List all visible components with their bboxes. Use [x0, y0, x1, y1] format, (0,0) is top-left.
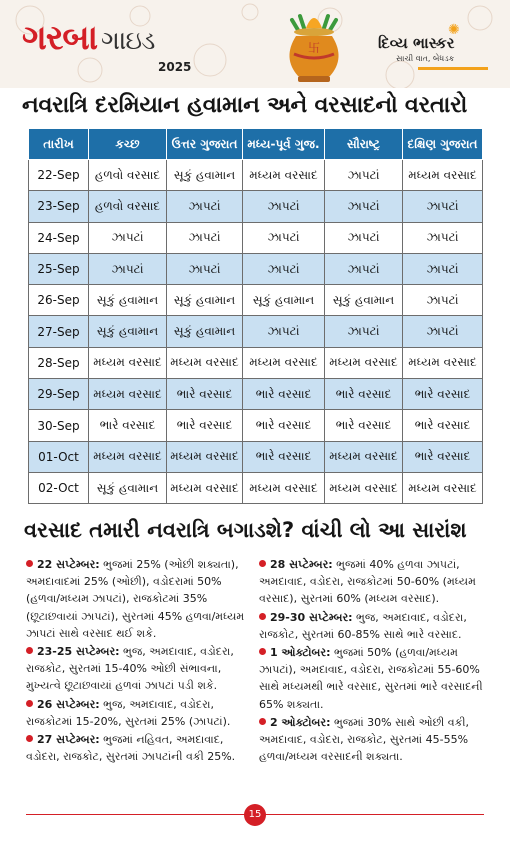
table-cell: ભારે વરસાદ	[403, 410, 483, 441]
table-cell: ઝાપટાં	[167, 253, 243, 284]
logo-suffix: ગાઇડ	[101, 26, 155, 56]
summary-item	[26, 731, 251, 765]
summary-item-text: ભુજ, અમદાવાદ, વડોદરા, રાજકોટમાં 15-20%, સુરતમાં 25% (ઝાપટાં).	[26, 697, 231, 728]
table-cell: સૂકું હવામાન	[89, 472, 167, 503]
table-cell: ભારે વરસાદ	[243, 441, 325, 472]
summary-item-date: 26 સપ્ટેમ્બર:	[37, 697, 100, 711]
table-cell: ભારે વરસાદ	[325, 379, 403, 410]
summary-item-date: 1 ઓક્ટોબર:	[270, 646, 331, 660]
header-central-gujarat: મધ્ય-પૂર્વ ગુજ.	[243, 129, 325, 160]
table-cell: મધ્યમ વરસાદ	[325, 347, 403, 378]
table-cell: ઝાપટાં	[403, 316, 483, 347]
paper-tagline: સાચી વાત, બેધડક	[396, 54, 455, 63]
table-cell: ભારે વરસાદ	[167, 379, 243, 410]
table-row	[29, 222, 483, 253]
table-row	[29, 191, 483, 222]
table-cell: મધ્યમ વરસાદ	[243, 472, 325, 503]
table-cell: ઝાપટાં	[403, 191, 483, 222]
table-cell-date: 27-Sep	[29, 316, 89, 347]
bullet-icon	[259, 718, 266, 725]
table-cell: ઝાપટાં	[243, 222, 325, 253]
summary-item	[259, 644, 487, 713]
table-row	[29, 472, 483, 503]
summary-item-text: ભુજમાં 40% હળવા ઝાપટાં, અમદાવાદ, વડોદરા, રાજકોટમાં 50-60% (મધ્યમ વરસાદ), સુરતમાં 60% (મધ્યમ વરસાદ).	[259, 558, 476, 606]
table-cell: ઝાપટાં	[243, 191, 325, 222]
table-cell: ભારે વરસાદ	[89, 410, 167, 441]
table-cell: મધ્યમ વરસાદ	[89, 347, 167, 378]
table-cell: ભારે વરસાદ	[403, 441, 483, 472]
table-cell-date: 26-Sep	[29, 285, 89, 316]
table-cell-date: 22-Sep	[29, 160, 89, 191]
table-cell: મધ્યમ વરસાદ	[167, 347, 243, 378]
table-row	[29, 285, 483, 316]
table-cell: સૂકું હવામાન	[325, 285, 403, 316]
summary-item-text: ભુજ, અમદાવાદ, વડોદરા, રાજકોટ, સુરતમાં 15-40% ઓછી સંભાવના, મુખ્યત્વે છૂટાછવાયાં હળવાં ઝાપટાં પડી શકે.	[26, 645, 234, 693]
table-cell: ઝાપટાં	[167, 222, 243, 253]
paper-name: દિવ્ય ભાસ્કર	[378, 34, 455, 52]
table-cell: ઝાપટાં	[403, 222, 483, 253]
summary-item-text: ભુજમાં નહિવત, અમદાવાદ, વડોદરા, રાજકોટ, સુરતમાં ઝાપટાંની વકી 25%.	[26, 733, 236, 764]
table-cell-date: 01-Oct	[29, 441, 89, 472]
summary-item	[259, 556, 487, 608]
bullet-icon	[26, 647, 33, 654]
header-saurashtra: સૌરાષ્ટ્ર	[325, 129, 403, 160]
summary-item-text: ભુજમાં 25% (ઓછી શક્યતા), અમદાવાદમાં 25% (ઓછી), વડોદરામાં 50% (હળવા/મધ્યમ ઝાપટાં), રાજકોટમાં 35% (છૂટાછવાયાં ઝાપટાં), સુરતમાં 45% હળવા/મધ્યમ ઝાપટાં સાથે વરસાદ થઈ શકે.	[26, 558, 245, 640]
table-cell: ઝાપટાં	[89, 222, 167, 253]
page-header	[0, 0, 510, 88]
bullet-icon	[26, 735, 33, 742]
table-cell: ઝાપટાં	[325, 253, 403, 284]
table-cell: મધ્યમ વરસાદ	[243, 160, 325, 191]
logo-year: 2025	[158, 60, 192, 74]
table-cell: ભારે વરસાદ	[243, 379, 325, 410]
table-cell: ઝાપટાં	[325, 222, 403, 253]
header-kutch: કચ્છ	[89, 129, 167, 160]
summary-item-date: 2 ઓક્ટોબર:	[270, 715, 331, 729]
table-row	[29, 441, 483, 472]
table-row	[29, 316, 483, 347]
logo-underline	[418, 67, 488, 70]
table-cell-date: 25-Sep	[29, 253, 89, 284]
table-cell: ઝાપટાં	[403, 285, 483, 316]
table-cell: ઝાપટાં	[325, 316, 403, 347]
summary-item	[259, 609, 487, 643]
summary-item	[26, 696, 251, 730]
kalash-icon	[268, 6, 360, 86]
table-cell: ભારે વરસાદ	[243, 410, 325, 441]
table-cell-date: 28-Sep	[29, 347, 89, 378]
table-cell: ઝાપટાં	[325, 160, 403, 191]
table-cell: સૂકું હવામાન	[167, 160, 243, 191]
table-cell: સૂકું હવામાન	[89, 316, 167, 347]
bullet-icon	[259, 648, 266, 655]
table-header-row	[29, 129, 483, 160]
garba-guide-logo	[22, 18, 154, 58]
table-cell: ઝાપટાં	[89, 253, 167, 284]
summary-column-left	[26, 556, 251, 766]
table-cell: સૂકું હવામાન	[167, 316, 243, 347]
header-north-gujarat: ઉત્તર ગુજરાત	[167, 129, 243, 160]
summary-item	[26, 643, 251, 695]
table-cell: ઝાપટાં	[243, 253, 325, 284]
summary-item-date: 22 સપ્ટેમ્બર:	[37, 558, 100, 571]
table-cell: ઝાપટાં	[403, 253, 483, 284]
summary-column-right	[259, 556, 487, 766]
table-cell: ઝાપટાં	[243, 316, 325, 347]
table-cell: ભારે વરસાદ	[167, 410, 243, 441]
page-title: નવરાત્રિ દરમિયાન હવામાન અને વરસાદનો વરતારો	[22, 92, 468, 118]
table-cell: મધ્યમ વરસાદ	[325, 472, 403, 503]
table-cell: મધ્યમ વરસાદ	[167, 472, 243, 503]
table-cell: મધ્યમ વરસાદ	[403, 160, 483, 191]
summary-item-text: ભુજમાં 30% સાથે ઓછી વકી, અમદાવાદ, વડોદરા, રાજકોટ, સુરતમાં 45-55% હળવા/મધ્યમ વરસાદની શક્યતા.	[259, 715, 470, 764]
summary-item-text: ભુજ, અમદાવાદ, વડોદરા, રાજકોટ, સુરતમાં 60-85% સાથે ભારે વરસાદ.	[259, 610, 467, 641]
table-cell: સૂકું હવામાન	[89, 285, 167, 316]
summary-item-date: 29-30 સપ્ટેમ્બર:	[270, 610, 353, 624]
table-cell-date: 29-Sep	[29, 379, 89, 410]
table-cell: મધ્યમ વરસાદ	[89, 379, 167, 410]
table-row	[29, 253, 483, 284]
table-cell-date: 23-Sep	[29, 191, 89, 222]
bullet-icon	[26, 560, 33, 567]
logo-text: ગરબા	[22, 18, 98, 58]
newspaper-logo	[378, 34, 498, 70]
table-cell: મધ્યમ વરસાદ	[89, 441, 167, 472]
table-cell: મધ્યમ વરસાદ	[167, 441, 243, 472]
summary-item	[26, 556, 251, 642]
table-cell: મધ્યમ વરસાદ	[403, 347, 483, 378]
summary-item-date: 27 સપ્ટેમ્બર:	[37, 733, 100, 747]
table-cell: ભારે વરસાદ	[403, 379, 483, 410]
weather-forecast-table	[28, 128, 483, 504]
page-number: 15	[244, 804, 266, 826]
bullet-icon	[259, 613, 266, 620]
table-row	[29, 160, 483, 191]
table-cell: મધ્યમ વરસાદ	[325, 441, 403, 472]
summary-item-date: 28 સપ્ટેમ્બર:	[270, 558, 333, 571]
summary-item-date: 23-25 સપ્ટેમ્બર:	[37, 645, 120, 659]
table-row	[29, 379, 483, 410]
summary-title: વરસાદ તમારી નવરાત્રિ બગાડશે? વાંચી લો આ સારાંશ	[24, 518, 467, 542]
table-cell: સૂકું હવામાન	[167, 285, 243, 316]
table-cell-date: 30-Sep	[29, 410, 89, 441]
header-date: તારીખ	[29, 129, 89, 160]
summary-item-text: ભુજમાં 50% (હળવા/મધ્યમ ઝાપટાં), અમદાવાદ, વડોદરા, રાજકોટમાં 55-60% સાથે મધ્યમથી ભારે વરસાદ, સુરતમાં ભારે વરસાદની 65% શક્યતા.	[259, 646, 483, 711]
table-cell-date: 24-Sep	[29, 222, 89, 253]
sun-icon: ✺	[448, 22, 460, 38]
summary-item	[259, 714, 487, 766]
table-cell: હળવો વરસાદ	[89, 191, 167, 222]
table-cell: ઝાપટાં	[325, 191, 403, 222]
table-cell: સૂકું હવામાન	[243, 285, 325, 316]
table-cell: ઝાપટાં	[167, 191, 243, 222]
table-cell: મધ્યમ વરસાદ	[403, 472, 483, 503]
table-row	[29, 410, 483, 441]
svg-text:卐: 卐	[307, 41, 321, 55]
bullet-icon	[26, 700, 33, 707]
table-cell: ભારે વરસાદ	[325, 410, 403, 441]
table-row	[29, 347, 483, 378]
bullet-icon	[259, 560, 266, 567]
table-cell-date: 02-Oct	[29, 472, 89, 503]
header-south-gujarat: દક્ષિણ ગુજરાત	[403, 129, 483, 160]
table-cell: મધ્યમ વરસાદ	[243, 347, 325, 378]
table-cell: હળવો વરસાદ	[89, 160, 167, 191]
